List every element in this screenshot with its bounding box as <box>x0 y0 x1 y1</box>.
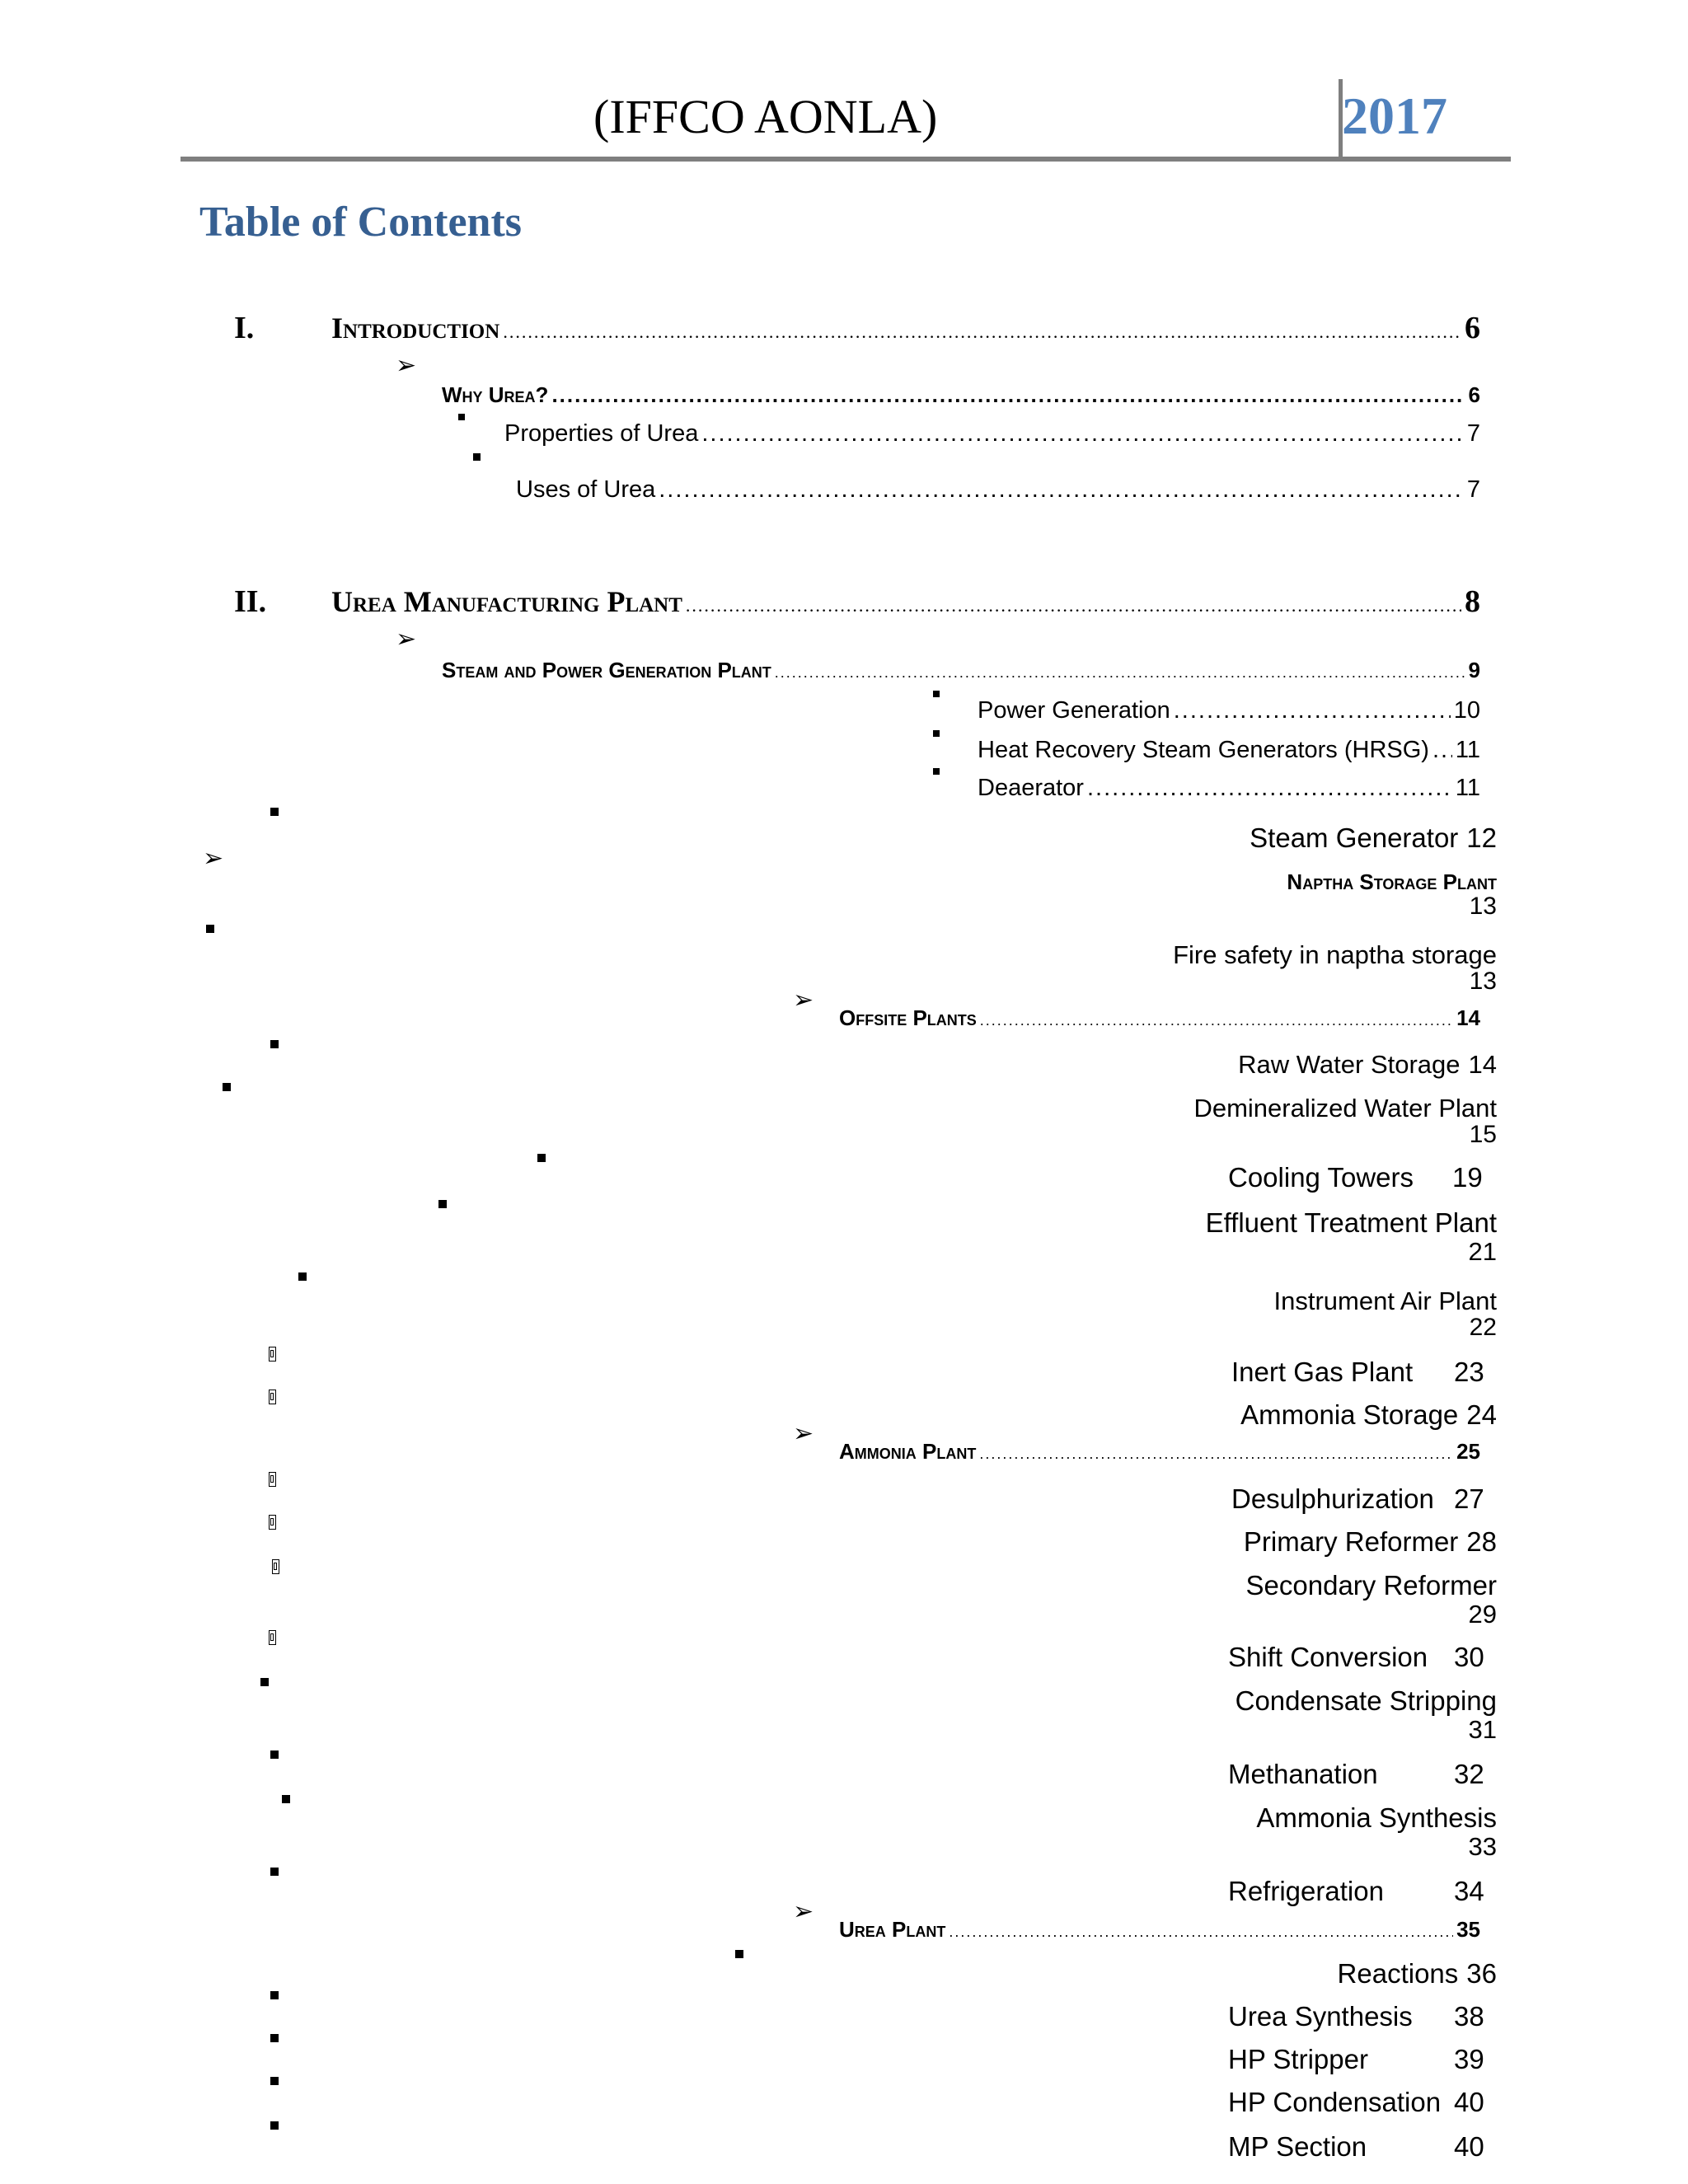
square-bullet-icon <box>223 1083 231 1091</box>
toc-entry-page: 28 <box>1466 1526 1497 1557</box>
toc-entry-page: 39 <box>1454 2044 1484 2074</box>
toc-entry-power-generation[interactable] <box>978 697 1480 724</box>
toc-entry-page: 25 <box>1456 1439 1480 1464</box>
toc-entry-label: HP Condensation <box>1228 2087 1442 2117</box>
toc-entry-page: 29 <box>1468 1599 1497 1629</box>
toc-entry-hp-stripper[interactable] <box>1228 2044 1368 2075</box>
toc-entry-label: Inert Gas Plant <box>1231 1357 1414 1387</box>
toc-entry-page: 6 <box>1468 382 1480 407</box>
toc-entry-label: Ammonia Plant <box>839 1439 977 1464</box>
toc-entry-secondary-reformer[interactable] <box>1246 1571 1497 1628</box>
header-rule <box>181 157 1511 162</box>
header-title: (IFFCO AONLA) <box>593 90 938 143</box>
toc-entry-raw-water-storage[interactable] <box>1238 1050 1497 1080</box>
square-bullet-icon <box>270 2034 279 2042</box>
toc-entry-page: 12 <box>1466 823 1497 853</box>
toc-entry-label: Deaerator <box>978 775 1084 801</box>
square-bullet-icon <box>298 1272 307 1281</box>
toc-entry-page: 38 <box>1454 2001 1484 2032</box>
toc-entry-urea-manufacturing-plant[interactable] <box>331 583 1480 620</box>
toc-entry-label: Uses of Urea <box>516 476 656 503</box>
toc-entry-label: Raw Water Storage <box>1238 1050 1461 1079</box>
square-bullet-icon <box>260 1678 269 1686</box>
toc-entry-page: 7 <box>1466 420 1480 447</box>
toc-entry-naptha-storage[interactable] <box>1287 870 1497 920</box>
toc-entry-condensate-stripping[interactable] <box>1236 1686 1497 1743</box>
square-bullet-icon <box>270 1991 279 1999</box>
toc-heading: Table of Contents <box>199 199 523 246</box>
header-year: 2017 <box>1342 87 1447 145</box>
arrowhead-bullet-icon: ➢ <box>396 626 417 653</box>
section-numeral: I. <box>234 311 255 345</box>
toc-entry-label: Condensate Stripping <box>1235 1685 1497 1716</box>
square-bullet-icon <box>270 1040 279 1048</box>
dot-leader <box>551 382 1465 408</box>
toc-entry-page: 27 <box>1454 1483 1484 1514</box>
toc-entry-label: Offsite Plants <box>839 1005 977 1030</box>
toc-entry-page: 13 <box>1469 968 1497 996</box>
toc-entry-page: 8 <box>1465 584 1480 619</box>
toc-entry-page: 6 <box>1465 311 1480 345</box>
dot-leader <box>503 321 1461 343</box>
toc-entry-label: Fire safety in naptha storage <box>1173 940 1497 969</box>
toc-entry-properties-of-urea[interactable] <box>504 420 1480 448</box>
toc-entry-page: 24 <box>1466 1399 1497 1430</box>
toc-entry-page: 40 <box>1454 2087 1484 2117</box>
square-bullet-icon <box>270 2077 279 2085</box>
square-bullet-icon <box>458 414 465 420</box>
toc-entry-ammonia-plant[interactable] <box>839 1439 1480 1465</box>
arrowhead-bullet-icon: ➢ <box>793 1898 814 1925</box>
toc-entry-uses-of-urea[interactable] <box>516 476 1480 504</box>
toc-entry-shift-conversion[interactable] <box>1228 1642 1428 1673</box>
toc-entry-label: Instrument Air Plant <box>1273 1286 1497 1315</box>
toc-entry-label: Urea Manufacturing Plant <box>331 585 682 618</box>
missing-glyph-box-icon <box>269 1630 276 1645</box>
arrowhead-bullet-icon: ➢ <box>793 987 814 1014</box>
toc-entry-offsite-plants[interactable] <box>839 1005 1480 1031</box>
dot-leader <box>686 595 1461 616</box>
toc-entry-page: 15 <box>1469 1121 1497 1149</box>
toc-entry-page: 40 <box>1454 2131 1484 2162</box>
toc-entry-hp-condensation[interactable] <box>1228 2087 1441 2118</box>
square-bullet-icon <box>206 925 214 933</box>
toc-entry-effluent-treatment[interactable] <box>1206 1208 1497 1265</box>
toc-entry-demineralized-water[interactable] <box>1193 1094 1497 1149</box>
square-bullet-icon <box>933 768 940 775</box>
toc-entry-reactions[interactable] <box>1338 1958 1497 1990</box>
toc-entry-primary-reformer[interactable] <box>1244 1526 1497 1558</box>
missing-glyph-box-icon <box>272 1559 279 1574</box>
toc-entry-label: Introduction <box>331 312 500 344</box>
square-bullet-icon <box>735 1950 743 1958</box>
toc-entry-instrument-air[interactable] <box>1273 1287 1497 1342</box>
arrowhead-bullet-icon: ➢ <box>396 352 417 379</box>
toc-entry-label: HP Stripper <box>1228 2044 1368 2074</box>
toc-entry-cooling-towers[interactable] <box>1228 1162 1414 1193</box>
toc-entry-page: 32 <box>1454 1759 1484 1789</box>
missing-glyph-box-icon <box>269 1390 276 1404</box>
square-bullet-icon <box>933 730 940 737</box>
toc-entry-refrigeration[interactable] <box>1228 1876 1384 1907</box>
toc-entry-label: Demineralized Water Plant <box>1193 1094 1497 1122</box>
toc-entry-deaerator[interactable] <box>978 775 1480 802</box>
toc-entry-label: Methanation <box>1228 1759 1378 1789</box>
toc-entry-inert-gas[interactable] <box>1231 1357 1413 1388</box>
toc-entry-label: Urea Synthesis <box>1228 2001 1413 2032</box>
square-bullet-icon <box>270 1750 279 1759</box>
toc-entry-page: 14 <box>1468 1050 1497 1079</box>
toc-entry-ammonia-synthesis[interactable] <box>1256 1803 1497 1860</box>
toc-entry-page: 14 <box>1456 1005 1480 1030</box>
missing-glyph-box-icon <box>269 1472 276 1487</box>
toc-entry-label: Cooling Towers <box>1228 1162 1414 1193</box>
square-bullet-icon <box>270 2121 279 2130</box>
toc-entry-desulphurization[interactable] <box>1231 1483 1434 1515</box>
toc-entry-page: 33 <box>1468 1831 1497 1861</box>
missing-glyph-box-icon <box>269 1347 276 1361</box>
toc-entry-label: Secondary Reformer <box>1245 1570 1497 1601</box>
toc-entry-introduction[interactable] <box>331 310 1480 346</box>
toc-entry-page: 23 <box>1454 1357 1484 1387</box>
dot-leader <box>949 1924 1453 1941</box>
toc-entry-label: Desulphurization <box>1231 1483 1434 1514</box>
dot-leader <box>979 1446 1453 1463</box>
toc-entry-page: 34 <box>1454 1876 1484 1906</box>
toc-entry-page: 9 <box>1468 658 1480 682</box>
toc-entry-label: Ammonia Synthesis <box>1256 1802 1497 1833</box>
missing-glyph-box-icon <box>269 1515 276 1530</box>
square-bullet-icon <box>438 1200 447 1208</box>
toc-entry-page: 13 <box>1469 893 1497 921</box>
dot-leader <box>701 420 1464 448</box>
toc-entry-label: Shift Conversion <box>1228 1642 1428 1672</box>
square-bullet-icon <box>537 1154 546 1162</box>
toc-entry-urea-synthesis[interactable] <box>1228 2001 1413 2032</box>
toc-entry-label: Refrigeration <box>1228 1876 1384 1906</box>
toc-entry-label: Reactions <box>1337 1958 1459 1989</box>
toc-entry-label: Urea Plant <box>839 1917 946 1942</box>
toc-entry-label: Naptha Storage Plant <box>1287 869 1497 894</box>
square-bullet-icon <box>270 808 279 816</box>
toc-entry-label: Power Generation <box>978 697 1170 724</box>
toc-entry-urea-plant[interactable] <box>839 1917 1480 1943</box>
dot-leader <box>1174 697 1451 724</box>
arrowhead-bullet-icon: ➢ <box>203 845 224 872</box>
toc-entry-page: 19 <box>1452 1162 1483 1193</box>
toc-entry-page: 22 <box>1469 1314 1497 1342</box>
toc-entry-page: 21 <box>1468 1236 1497 1266</box>
dot-leader <box>1087 775 1452 802</box>
square-bullet-icon <box>933 691 940 697</box>
toc-entry-why-urea[interactable] <box>442 382 1480 408</box>
toc-entry-hrsg[interactable] <box>978 737 1480 764</box>
arrowhead-bullet-icon: ➢ <box>793 1420 814 1447</box>
toc-entry-page: 11 <box>1455 737 1480 763</box>
toc-entry-page: 7 <box>1466 476 1480 503</box>
toc-entry-label: Steam Generator <box>1250 823 1459 853</box>
toc-entry-label: Heat Recovery Steam Generators (HRSG) <box>978 737 1429 763</box>
toc-entry-page: 35 <box>1456 1917 1480 1942</box>
dot-leader <box>1432 737 1452 764</box>
toc-entry-label: Steam and Power Generation Plant <box>442 658 771 682</box>
toc-entry-label: Ammonia Storage <box>1240 1399 1459 1430</box>
toc-entry-fire-safety[interactable] <box>1173 941 1497 996</box>
toc-entry-page: 31 <box>1468 1714 1497 1744</box>
toc-entry-page: 11 <box>1455 775 1480 801</box>
toc-entry-page: 10 <box>1453 697 1480 724</box>
toc-entry-label: Why Urea? <box>442 382 549 407</box>
toc-entry-page: 30 <box>1454 1642 1484 1672</box>
toc-entry-label: Primary Reformer <box>1243 1526 1459 1557</box>
square-bullet-icon <box>473 453 481 461</box>
toc-entry-label: Properties of Urea <box>504 420 699 447</box>
toc-entry-mp-section[interactable] <box>1228 2131 1367 2163</box>
toc-entry-label: Effluent Treatment Plant <box>1205 1207 1497 1238</box>
dot-leader <box>775 664 1465 682</box>
toc-entry-label: MP Section <box>1228 2131 1367 2162</box>
dot-leader <box>980 1012 1453 1029</box>
toc-entry-steam-generator[interactable] <box>1250 823 1497 854</box>
toc-entry-page: 36 <box>1466 1958 1497 1989</box>
square-bullet-icon <box>282 1795 290 1803</box>
section-numeral: II. <box>234 584 267 619</box>
toc-entry-ammonia-storage[interactable] <box>1240 1399 1497 1431</box>
square-bullet-icon <box>270 1868 279 1876</box>
toc-entry-steam-power-generation[interactable] <box>442 658 1480 683</box>
dot-leader <box>659 476 1464 504</box>
toc-entry-methanation[interactable] <box>1228 1759 1378 1790</box>
